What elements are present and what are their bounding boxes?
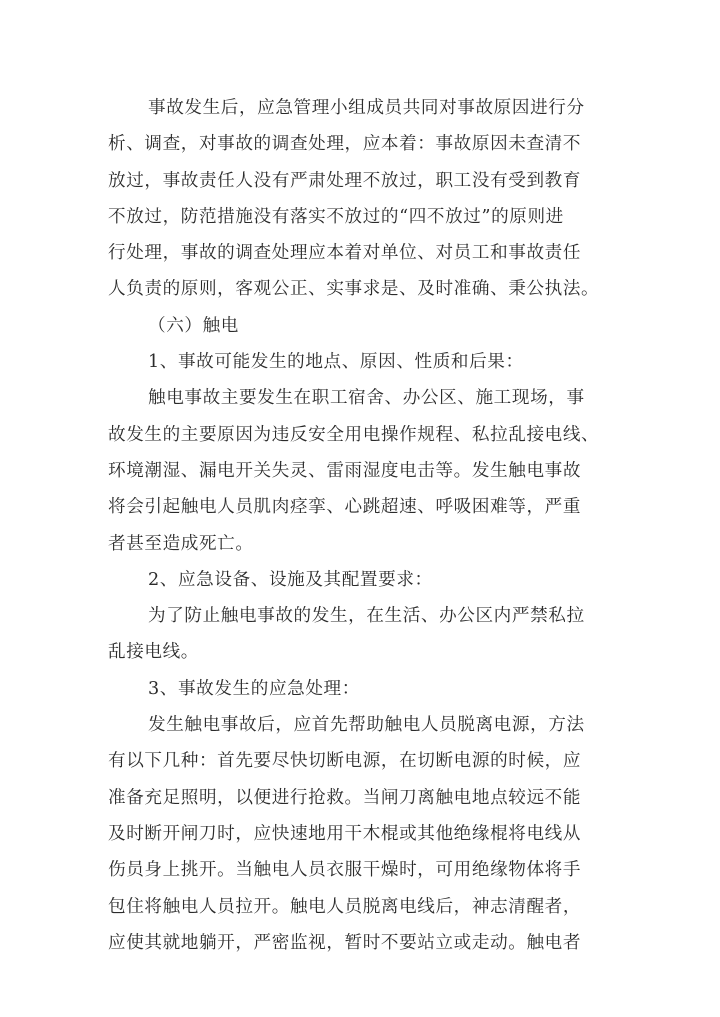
paragraph-line: 放过，事故责任人没有严肃处理不放过，职工没有受到教育 [108,170,582,191]
paragraph-line: 环境潮湿、漏电开关失灵、雷雨湿度电击等。发生触电事故 [108,460,582,481]
paragraph-line: 及时断开闸刀时，应快速地用干木棍或其他绝缘棍将电线从 [108,823,582,844]
paragraph-line: 包住将触电人员拉开。触电人员脱离电线后，神志清醒者， [108,896,582,917]
paragraph-line: 者甚至造成死亡。 [108,533,254,554]
paragraph-line: 伤员身上挑开。当触电人员衣服干燥时，可用绝缘物体将手 [108,860,582,881]
paragraph-line: 人负责的原则，客观公正、实事求是、及时准确、秉公执法。 [108,279,600,300]
section-heading: （六）触电 [148,315,239,336]
subsection-heading: 1、事故可能发生的地点、原因、性质和后果： [148,352,524,373]
paragraph-line: 应使其就地躺开，严密监视，暂时不要站立或走动。触电者 [108,932,582,953]
subsection-heading: 2、应急设备、设施及其配置要求： [148,569,433,590]
paragraph-line: 行处理，事故的调查处理应本着对单位、对员工和事故责任 [108,243,582,264]
paragraph-line: 有以下几种：首先要尽快切断电源，在切断电源的时候，应 [108,751,582,772]
paragraph-line: 发生触电事故后，应首先帮助触电人员脱离电源，方法 [148,715,585,736]
paragraph-line: 乱接电线。 [108,642,199,663]
subsection-heading: 3、事故发生的应急处理： [148,678,360,699]
paragraph-line: 将会引起触电人员肌肉痉挛、心跳超速、呼吸困难等，严重 [108,497,582,518]
paragraph-line: 准备充足照明，以便进行抢救。当闸刀离触电地点较远不能 [108,787,582,808]
document-body [108,90,618,961]
paragraph-line: 故发生的主要原因为违反安全用电操作规程、私拉乱接电线、 [108,424,600,445]
paragraph-line: 不放过，防范措施没有落实不放过的“四不放过”的原则进 [108,206,564,227]
paragraph-line: 事故发生后，应急管理小组成员共同对事故原因进行分 [148,98,585,118]
paragraph-line: 析、调查，对事故的调查处理，应本着：事故原因未查清不 [108,134,582,155]
paragraph-line: 为了防止触电事故的发生，在生活、办公区内严禁私拉 [148,606,585,627]
paragraph-line: 触电事故主要发生在职工宿舍、办公区、施工现场，事 [148,388,585,409]
